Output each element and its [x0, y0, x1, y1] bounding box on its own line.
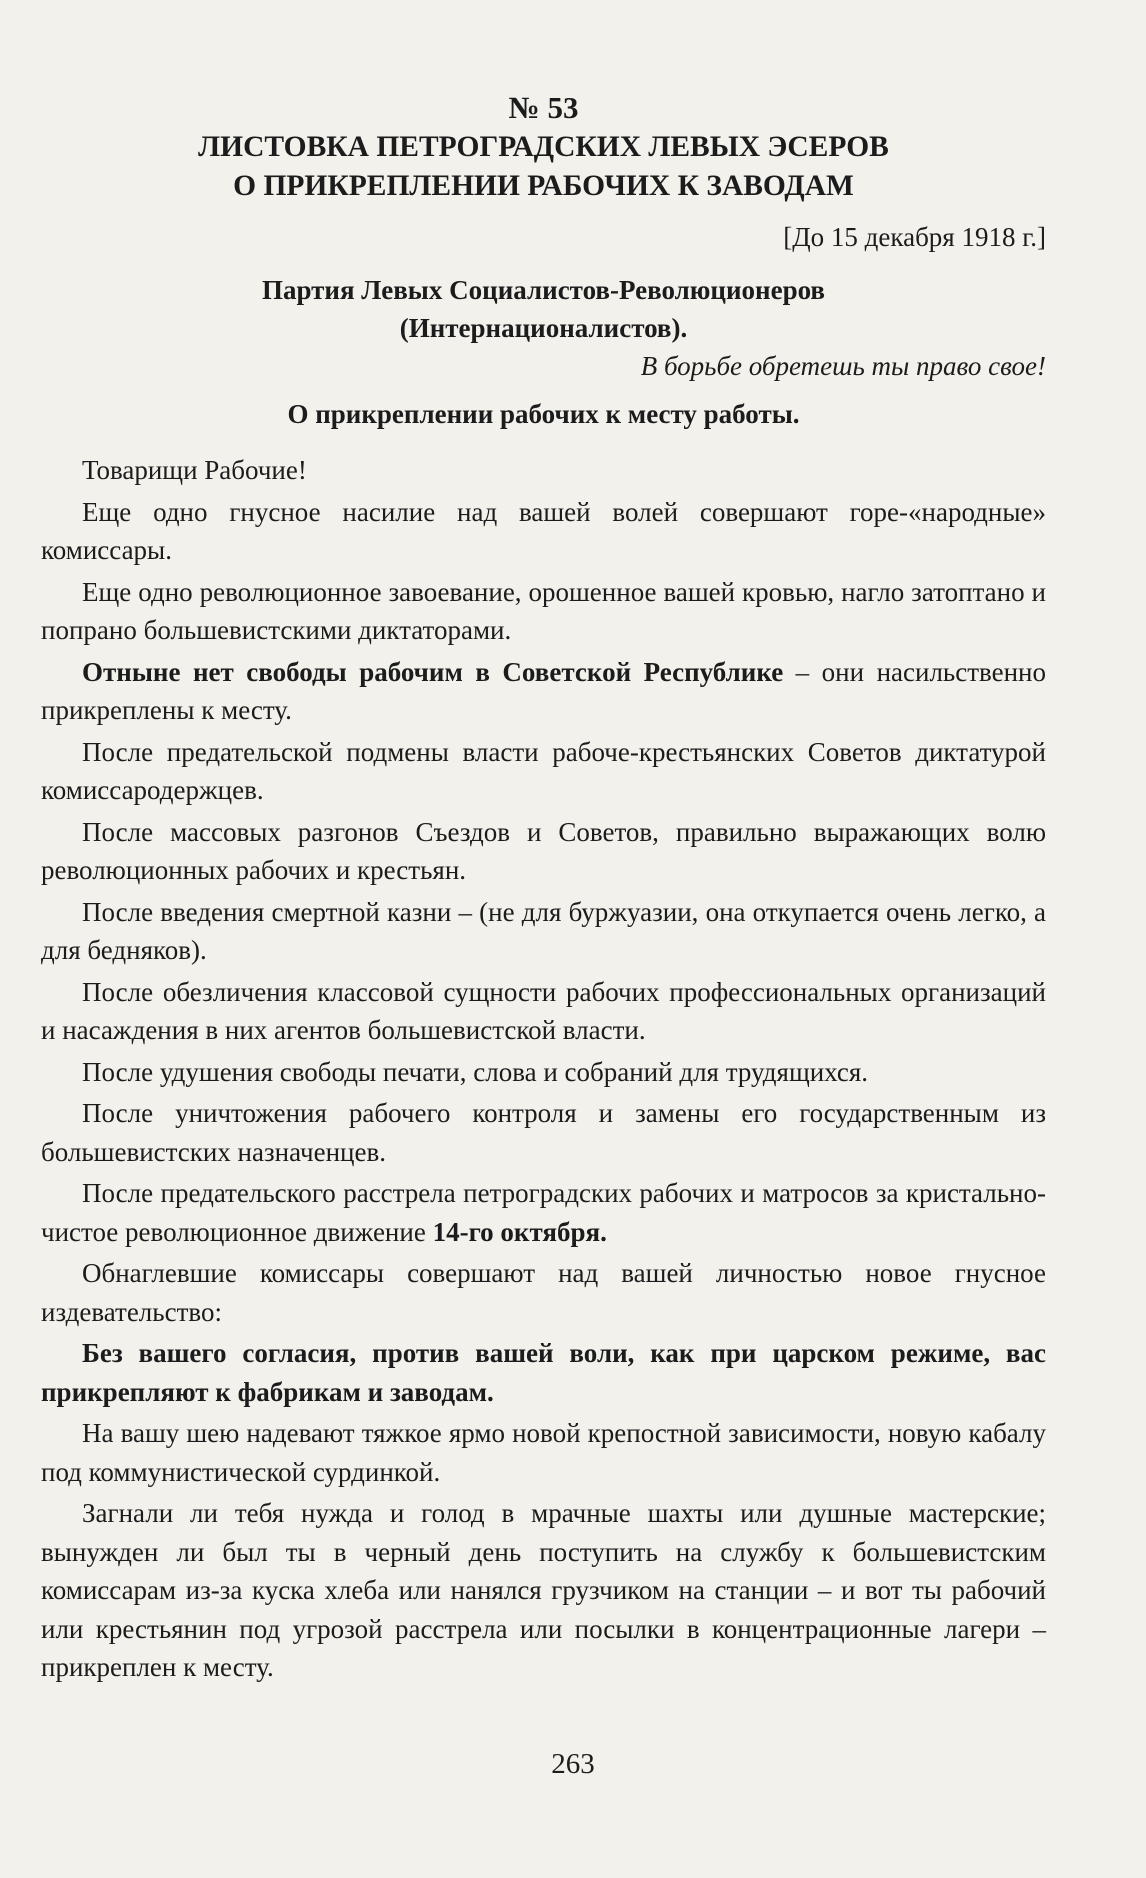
- document-date: [До 15 декабря 1918 г.]: [783, 222, 1046, 252]
- party-name: [41, 271, 1046, 347]
- document-body: [41, 0, 1046, 1690]
- paragraph: После массовых разгонов Съездов и Советов, правильно выражающих волю революционных рабочих и крестьян.: [41, 816, 1046, 885]
- title-line-2: О ПРИКРЕПЛЕНИИ РАБОЧИХ К ЗАВОДАМ: [233, 170, 854, 202]
- document-number: № 53: [508, 90, 579, 125]
- paragraph: На вашу шею надевают тяжкое ярмо новой крепостной зависимости, новую кабалу под коммунистической сурдинкой.: [41, 1418, 1046, 1487]
- paragraph: [41, 1334, 1046, 1411]
- paragraph-rest: – они насильственно прикреплены к месту.: [41, 656, 1046, 725]
- bold-paragraph: Без вашего согласия, против вашей воли, как при царском режиме, вас прикрепляют к фабрикам и заводам.: [41, 1338, 1046, 1407]
- bold-date: 14-го октября.: [432, 1216, 607, 1247]
- paragraph: Товарищи Рабочие!: [82, 455, 307, 485]
- paragraph: После уничтожения рабочего контроля и замены его государственным из большевистских назначенцев.: [41, 1098, 1046, 1167]
- paragraph: Загнали ли тебя нужда и голод в мрачные шахты или душные мастерские; вынужден ли был ты в черный день поступить на службу к большевистским комиссарам из-за куска хлеба или нанялся грузчиком на станции – и вот ты рабочий или крестьянин под угрозой расстрела или посылки в концентрационные лагери – прикреплен к месту.: [41, 1498, 1046, 1682]
- paragraph: После удушения свободы печати, слова и собраний для трудящихся.: [82, 1056, 869, 1087]
- leaflet-subtitle: О прикреплении рабочих к месту работы.: [287, 399, 800, 429]
- paragraph: Еще одно гнусное насилие над вашей волей совершают горе-«народные» комиссары.: [41, 496, 1046, 565]
- paragraph: После обезличения классовой сущности рабочих профессиональных организаций и насаждения в них агентов большевистской власти.: [41, 976, 1046, 1045]
- paragraph: [41, 1174, 1046, 1251]
- page-number: 263: [551, 1748, 595, 1780]
- paragraph-text: После предательского расстрела петроградских рабочих и матросов за кристально-чистое революционное движение: [41, 1178, 1046, 1247]
- paragraph: Еще одно революционное завоевание, орошенное вашей кровью, нагло затоптано и попрано большевистскими диктаторами.: [41, 576, 1046, 645]
- motto: В борьбе обретешь ты право свое!: [640, 351, 1046, 381]
- party-line-1: Партия Левых Социалистов-Революционеров: [261, 275, 826, 305]
- paragraph: После введения смертной казни – (не для буржуазии, она откупается очень легко, а для бедняков).: [41, 896, 1046, 965]
- bold-phrase: Отныне нет свободы рабочим в Советской Республике: [82, 656, 784, 687]
- document-title: [41, 128, 1046, 206]
- title-line-1: ЛИСТОВКА ПЕТРОГРАДСКИХ ЛЕВЫХ ЭСЕРОВ: [198, 131, 889, 163]
- paragraph: [41, 653, 1046, 730]
- party-line-2: (Интернационалистов).: [399, 313, 688, 343]
- paragraph: После предательской подмены власти рабоче-крестьянских Советов диктатурой комиссародержцев.: [41, 736, 1046, 805]
- paragraph: Обнаглевшие комиссары совершают над вашей личностью новое гнусное издевательство:: [41, 1258, 1046, 1327]
